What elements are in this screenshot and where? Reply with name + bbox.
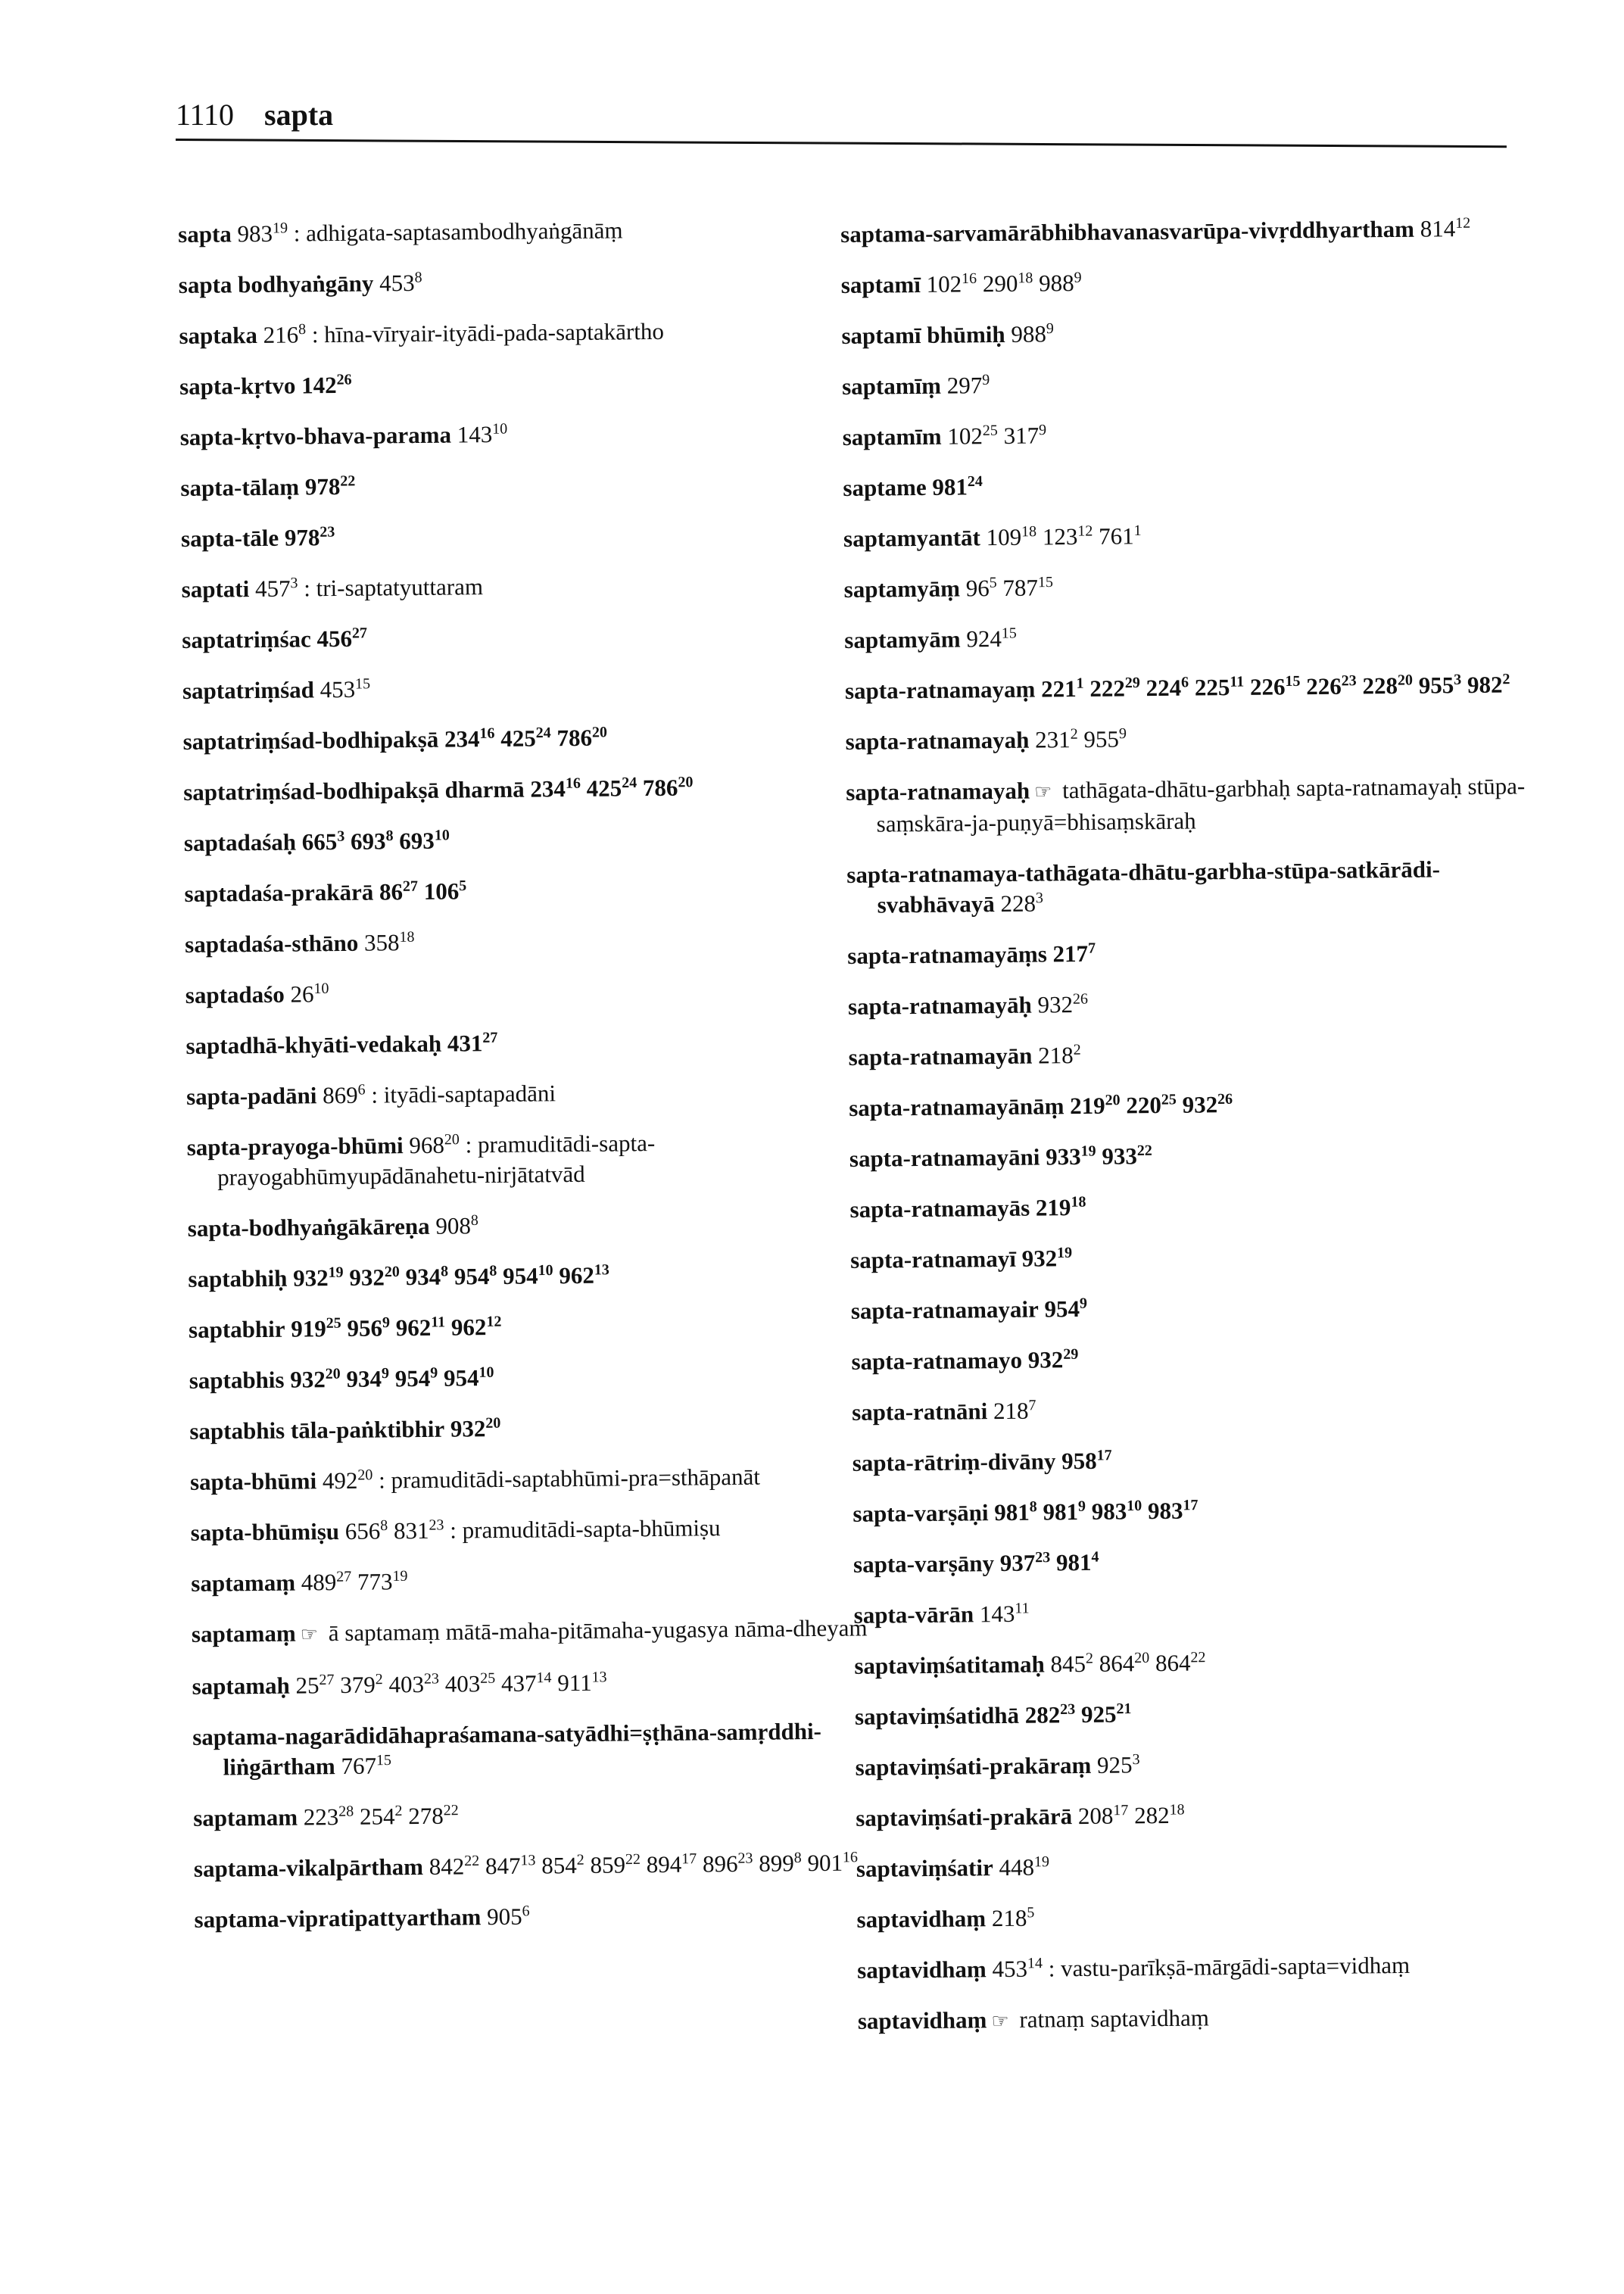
entry-gloss: : pramuditādi-sapta-prayogabhūmyupādānahetu-nirjātatvād (217, 1130, 656, 1191)
entry-headword: saptavidhaṃ (856, 1905, 987, 1933)
entry-references: $925^3$ (1096, 1750, 1140, 1778)
entry-headword: sapta-ratnamayāni (849, 1143, 1040, 1172)
index-entry (851, 1340, 1532, 1377)
entry-headword: saptatriṃśad-bodhipakṣā dharmā (183, 775, 525, 806)
entry-headword: saptadaśo (185, 980, 285, 1008)
index-entry (193, 1797, 874, 1834)
entry-references: $932^{19}$ $932^{20}$ $934^8$ $954^8$ $954^{10}$ $962^{13}$ (292, 1261, 609, 1292)
entry-references: $656^8$ $831^{23}$ (344, 1516, 444, 1544)
index-entry (190, 1511, 871, 1548)
entry-references: $448^{19}$ (999, 1853, 1050, 1881)
entry-headword: sapta-ratnamayān (848, 1042, 1033, 1071)
entry-headword: saptatriṃśac (182, 625, 311, 653)
entry-references: $983^{19}$ (237, 220, 288, 248)
entry-headword: saptama-sarvamārābhibhavanasvarūpa-vivṛddhyartham (840, 215, 1415, 248)
entry-references: $978^{22}$ (304, 472, 356, 500)
index-entry (194, 1847, 875, 1884)
entry-headword: saptamam (193, 1803, 298, 1831)
index-entry (852, 1391, 1533, 1428)
running-head: sapta (264, 98, 334, 132)
index-entry (192, 1716, 874, 1783)
page-header (176, 97, 333, 133)
index-entry (179, 314, 860, 351)
entry-references: $453^8$ (379, 269, 422, 297)
entry-references: $282^{23}$ $925^{21}$ (1024, 1700, 1132, 1728)
entry-references: $26^{10}$ (290, 980, 329, 1008)
index-entry (180, 466, 862, 503)
entry-references: $869^6$ (322, 1081, 366, 1109)
index-entry (843, 517, 1525, 554)
entry-headword: sapta-ratnamayānāṃ (849, 1092, 1064, 1121)
entry-gloss: : hīna-vīryair-ityādi-pada-saptakārtho (311, 317, 665, 348)
index-entry (183, 771, 865, 808)
entry-headword: sapta (178, 220, 232, 248)
entry-references: $96^5$ $787^{15}$ (965, 573, 1053, 602)
index-entry (188, 1258, 869, 1295)
entry-headword: sapta-ratnamayaḥ (845, 726, 1030, 755)
entry-gloss: : pramuditādi-sapta-bhūmiṣu (450, 1514, 721, 1544)
index-entry (856, 1847, 1538, 1884)
entry-headword: sapta-ratnamayair (850, 1295, 1039, 1324)
entry-headword: saptabhir (188, 1315, 285, 1343)
index-entry (182, 619, 863, 656)
entry-headword: sapta-ratnāni (851, 1398, 988, 1426)
entry-headword: saptaviṃśatir (856, 1854, 993, 1882)
index-entry (841, 314, 1523, 351)
entry-gloss: : ityādi-saptapadāni (371, 1080, 556, 1108)
entry-headword: saptabhis (189, 1366, 285, 1394)
index-entry (848, 985, 1529, 1022)
entry-references: $932^{26}$ (1037, 990, 1089, 1018)
index-entry (844, 619, 1526, 656)
entry-references: $919^{25}$ $956^9$ $962^{11}$ $962^{12}$ (291, 1313, 502, 1342)
entry-references: $234^{16}$ $425^{24}$ $786^{20}$ (444, 724, 608, 753)
entry-references: $767^{15}$ (341, 1752, 392, 1780)
index-entry (851, 1289, 1532, 1326)
entry-headword: saptadaśaḥ (183, 828, 297, 856)
entry-references: $453^{14}$ (992, 1955, 1043, 1983)
entry-headword: saptamyāṃ (843, 575, 961, 603)
index-entry (855, 1695, 1536, 1732)
entry-references: $143^{11}$ (979, 1600, 1030, 1628)
entry-headword: sapta-ratnamayāḥ (847, 991, 1032, 1020)
entry-references: $218^7$ (993, 1397, 1036, 1425)
entry-references: $978^{23}$ (284, 523, 335, 551)
pointing-hand-icon: ☞ (300, 1623, 319, 1646)
index-entry (858, 1999, 1539, 2038)
entry-references: $219^{20}$ $220^{25}$ $932^{26}$ (1070, 1090, 1233, 1120)
entry-headword: sapta-tālaṃ (180, 473, 300, 501)
entry-references: $814^{12}$ (1420, 214, 1471, 242)
index-entry (846, 771, 1528, 840)
entry-references: $958^{17}$ (1061, 1447, 1112, 1475)
entry-headword: saptamaḥ (192, 1672, 290, 1700)
entry-headword: saptamaṃ (191, 1619, 296, 1647)
index-entry (189, 1359, 871, 1396)
index-entry (849, 1188, 1531, 1225)
entry-headword: saptamaṃ (191, 1569, 296, 1597)
entry-references: $217^7$ (1052, 940, 1096, 968)
entry-references: $665^3$ $693^8$ $693^{10}$ (301, 827, 450, 856)
entry-headword: saptaviṃśati-prakārā (856, 1803, 1073, 1831)
entry-references: $456^{27}$ (316, 625, 368, 653)
entry-references: $234^{16}$ $425^{24}$ $786^{20}$ (530, 774, 694, 803)
entry-references: $908^8$ (435, 1211, 478, 1239)
index-entry (185, 1024, 867, 1061)
entry-headword: saptame (843, 473, 927, 501)
entry-headword: sapta-kṛtvo-bhava-parama (179, 421, 452, 450)
entry-gloss: : tri-saptatyuttaram (304, 573, 484, 602)
index-entry (186, 1075, 868, 1112)
entry-headword: saptabhis tāla-paṅktibhir (189, 1415, 445, 1445)
index-entry (848, 1036, 1529, 1073)
entry-references: $231^2$ $955^9$ (1035, 725, 1127, 753)
index-entry (192, 1613, 873, 1651)
entry-references: $905^6$ (486, 1903, 530, 1931)
entry-headword: sapta-varṣāṇi (853, 1499, 989, 1527)
entry-references: $143^{10}$ (457, 420, 508, 448)
entry-headword: sapta-prayoga-bhūmi (186, 1132, 404, 1161)
entry-headword: sapta-rātriṃ-divāny (852, 1448, 1056, 1476)
entry-references: $223^{28}$ $254^2$ $278^{22}$ (303, 1802, 459, 1831)
entry-headword: sapta-ratnamayaḥ (846, 777, 1030, 806)
entry-headword: saptaviṃśatidhā (854, 1701, 1020, 1730)
entry-headword: sapta-ratnamayī (850, 1245, 1017, 1273)
entry-references: $937^{23}$ $981^4$ (999, 1548, 1099, 1577)
entry-gloss: ā saptamaṃ mātā-maha-pitāmaha-yugasya nāma-dheyam (328, 1614, 868, 1647)
entry-references: $25^{27}$ $379^2$ $403^{23}$ $403^{25}$ $437^{14}$ $911^{13}$ (295, 1669, 607, 1699)
entry-headword: saptavidhaṃ (857, 1956, 987, 1984)
header-rule (176, 139, 1507, 148)
entry-references: $954^9$ (1044, 1295, 1088, 1323)
entry-references: $102^{16}$ $290^{18}$ $988^9$ (926, 269, 1082, 298)
entry-references: $86^{27}$ $106^5$ (379, 877, 467, 905)
pointing-hand-icon: ☞ (991, 2009, 1009, 2033)
entry-headword: sapta-kṛtvo (179, 372, 296, 400)
entry-references: $142^{26}$ (301, 371, 352, 399)
index-entry (849, 1137, 1531, 1174)
index-entry (840, 213, 1522, 250)
entry-references: $208^{17}$ $282^{18}$ (1077, 1801, 1185, 1830)
index-entry (844, 568, 1526, 605)
entry-headword: saptabhiḥ (188, 1264, 288, 1292)
left-column (178, 213, 876, 1956)
index-entry (192, 1665, 873, 1702)
index-entry (845, 669, 1526, 706)
index-entry (856, 1797, 1537, 1834)
entry-gloss: ratnaṃ saptavidhaṃ (1019, 2004, 1210, 2033)
entry-references: $932^{29}$ (1027, 1345, 1079, 1373)
index-entry (178, 213, 859, 250)
entry-headword: sapta-bhūmiṣu (190, 1518, 340, 1546)
entry-headword: saptatriṃśad-bodhipakṣā (182, 725, 439, 755)
entry-headword: saptaka (179, 322, 258, 349)
index-entry (191, 1562, 872, 1599)
entry-references: $216^8$ (263, 321, 307, 348)
entry-references: $218^5$ (991, 1904, 1035, 1932)
entry-references: $102^{25}$ $317^9$ (947, 422, 1047, 450)
index-entry (194, 1898, 875, 1935)
index-entry (856, 1898, 1538, 1935)
index-entry (854, 1594, 1535, 1631)
index-entry (189, 1308, 870, 1345)
index-entry (184, 821, 865, 859)
entry-headword: sapta-ratnamayaṃ (844, 675, 1036, 704)
entry-references: $221^1$ $222^{29}$ $224^6$ $225^{11}$ $226^{15}$ $226^{23}$ $228^{20}$ $955^3$ $982^2$ (1040, 671, 1510, 703)
entry-gloss: : adhigata-saptasambodhyaṅgānāṃ (293, 217, 623, 247)
entry-headword: sapta-bodhyaṅgākāreṇa (187, 1212, 430, 1242)
index-entry (853, 1543, 1535, 1580)
entry-references: $228^3$ (1000, 890, 1044, 918)
index-entry (190, 1460, 871, 1498)
index-entry (179, 263, 860, 301)
right-column (840, 213, 1539, 2059)
index-entry (843, 416, 1524, 453)
entry-references: $842^{22}$ $847^{13}$ $854^2$ $859^{22}$ $894^{17}$ $896^{23}$ $899^8$ $901^{16}$ (429, 1849, 859, 1880)
index-entry (182, 720, 864, 757)
entry-headword: saptaviṃśati-prakāraṃ (855, 1751, 1092, 1781)
entry-headword: sapta-vārān (853, 1601, 974, 1629)
entry-gloss: : pramuditādi-saptabhūmi-pra=sthāpanāt (378, 1463, 761, 1494)
entry-headword: sapta-bhūmi (189, 1467, 317, 1495)
entry-references: $981^{24}$ (932, 472, 983, 500)
index-entry (180, 416, 862, 453)
entry-references: $933^{19}$ $933^{22}$ (1045, 1142, 1152, 1170)
entry-headword: sapta-tāle (180, 524, 279, 552)
entry-headword: sapta bodhyaṅgāny (178, 270, 374, 298)
entry-headword: saptadhā-khyāti-vedakaḥ (185, 1030, 442, 1059)
index-entry (853, 1492, 1534, 1529)
page-number: 1110 (176, 98, 235, 132)
pointing-hand-icon: ☞ (1033, 781, 1052, 803)
entry-headword: sapta-padāni (185, 1082, 317, 1110)
index-entry (181, 517, 862, 554)
index-entry (182, 568, 863, 605)
index-entry (185, 974, 867, 1011)
entry-references: $218^2$ (1038, 1041, 1081, 1069)
entry-headword: sapta-ratnamayo (851, 1346, 1023, 1375)
entry-headword: sapta-ratnamaya-tathāgata-dhātu-garbha-stūpa-satkārādi-svabhāvayā (846, 856, 1441, 918)
entry-references: $932^{19}$ (1021, 1244, 1073, 1272)
entry-headword: saptama-vipratipattyartham (194, 1903, 482, 1933)
entry-references: $453^{15}$ (320, 675, 371, 703)
index-entry (188, 1207, 869, 1244)
index-entry (847, 934, 1529, 971)
entry-headword: saptamī bhūmiḥ (841, 320, 1005, 349)
index-entry (841, 263, 1523, 301)
entry-gloss: tathāgata-dhātu-garbhaḥ sapta-ratnamayaḥ stūpa-saṃskāra-ja-puṇyā=bhisaṃskāraḥ (876, 772, 1526, 837)
entry-references: $297^9$ (946, 371, 990, 399)
entry-headword: saptamyantāt (843, 524, 981, 552)
index-entry (845, 720, 1526, 757)
entry-headword: saptavidhaṃ (857, 2006, 987, 2034)
entry-references: $932^{20}$ (450, 1414, 501, 1442)
index-entry (857, 1949, 1538, 1986)
index-entry (179, 365, 861, 402)
index-entry (854, 1644, 1535, 1682)
entry-references: $968^{20}$ (409, 1131, 460, 1159)
entry-gloss: : vastu-parīkṣā-mārgādi-sapta=vidhaṃ (1048, 1951, 1410, 1982)
entry-headword: saptamyām (844, 625, 961, 653)
index-entry (185, 923, 866, 960)
entry-headword: saptadaśa-prakārā (184, 878, 374, 907)
entry-references: $431^{27}$ (447, 1029, 498, 1057)
index-entry (842, 365, 1523, 402)
entry-references: $457^3$ (254, 575, 298, 603)
entry-references: $932^{20}$ $934^9$ $954^9$ $954^{10}$ (290, 1364, 494, 1393)
entry-references: $924^{15}$ (966, 625, 1017, 653)
entry-headword: sapta-varṣāny (853, 1550, 995, 1578)
entry-headword: sapta-ratnamayāṃs (847, 940, 1047, 969)
entry-headword: sapta-ratnamayās (849, 1194, 1030, 1223)
index-entry (182, 669, 864, 706)
entry-headword: saptatriṃśad (182, 676, 315, 704)
entry-headword: saptama-vikalpārtham (193, 1853, 424, 1882)
entry-references: $219^{18}$ (1035, 1193, 1086, 1221)
index-entry (850, 1239, 1532, 1276)
entry-references: $492^{20}$ (322, 1466, 373, 1495)
entry-headword: saptaviṃśatitamaḥ (854, 1650, 1045, 1679)
index-entry (184, 872, 865, 909)
index-entry (843, 466, 1524, 503)
entry-references: $109^{18}$ $123^{12}$ $761^1$ (986, 522, 1142, 551)
entry-headword: saptadaśa-sthāno (185, 929, 359, 958)
index-entry (849, 1086, 1530, 1124)
entry-references: $988^9$ (1011, 319, 1054, 348)
entry-headword: saptamīṃ (841, 372, 942, 400)
entry-references: $981^8$ $981^9$ $983^{10}$ $983^{17}$ (994, 1497, 1199, 1526)
index-entry (855, 1746, 1536, 1783)
entry-headword: saptati (181, 575, 250, 603)
index-entry (187, 1126, 869, 1193)
index-entry (189, 1410, 871, 1447)
index-entry (853, 1442, 1534, 1479)
entry-references: $358^{18}$ (363, 928, 415, 956)
entry-headword: saptamī (840, 270, 921, 298)
entry-references: $489^{27}$ $773^{19}$ (301, 1567, 408, 1596)
entry-references: $845^2$ $864^{20}$ $864^{22}$ (1050, 1649, 1206, 1678)
entry-headword: saptama-nagarādidāhapraśamana-satyādhi=ṣṭhāna-samṛddhi-liṅgārtham (192, 1717, 822, 1781)
entry-headword: saptamīm (842, 422, 942, 450)
index-entry (846, 853, 1529, 921)
